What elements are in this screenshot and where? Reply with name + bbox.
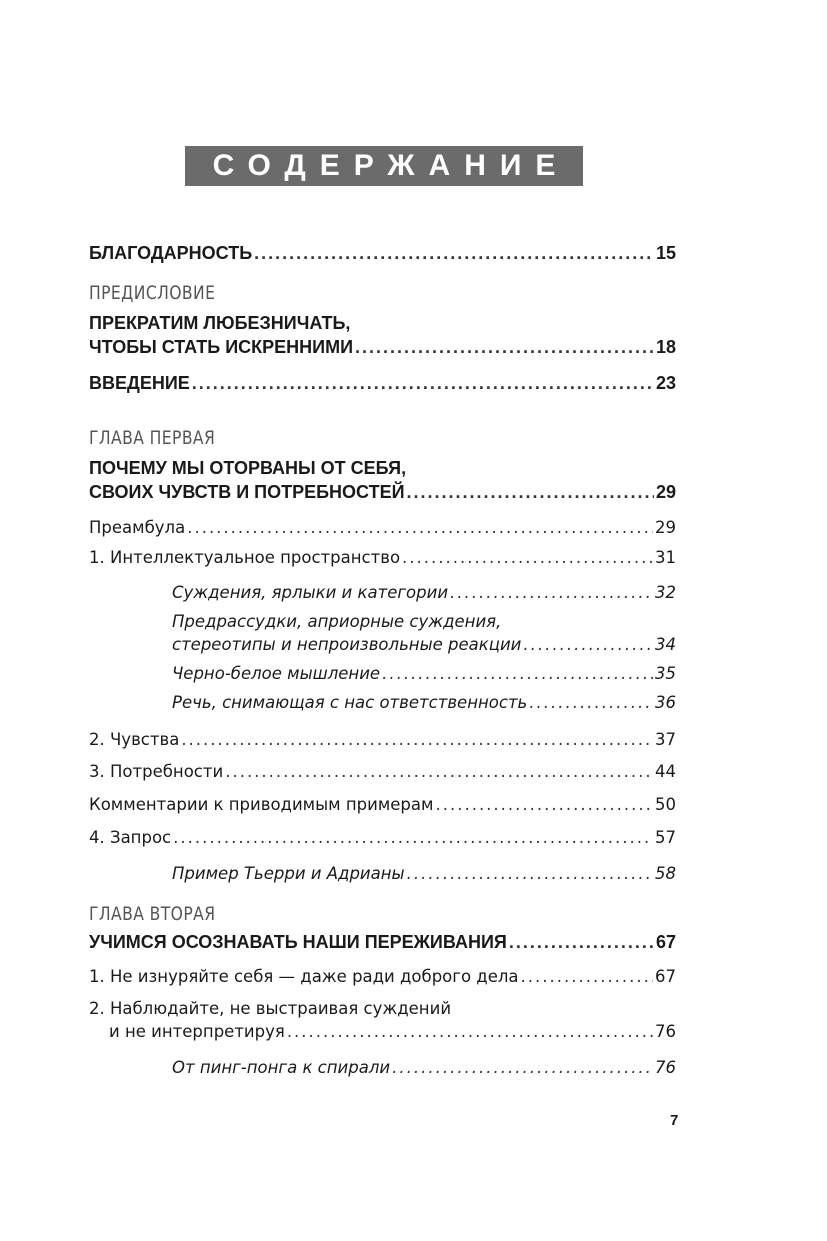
- toc-entry-exhaust[interactable]: [89, 966, 676, 988]
- entry-title: стереотипы и непроизвольные реакции: [172, 635, 522, 654]
- section-label-preface: ПРЕДИСЛОВИЕ: [89, 282, 216, 304]
- dot-leader: [225, 761, 653, 783]
- toc-entry-prejudice[interactable]: [172, 634, 676, 656]
- dot-leader: [407, 863, 653, 885]
- toc-entry-gratitude[interactable]: [89, 242, 676, 264]
- dot-leader: [355, 336, 654, 358]
- entry-page: 36: [655, 693, 676, 712]
- page-number: 7: [670, 1112, 679, 1129]
- entry-title: Комментарии к приводимым примерам: [89, 795, 434, 814]
- entry-title: Черно-белое мышление: [172, 664, 381, 683]
- entry-title: 4. Запрос: [89, 828, 172, 847]
- entry-title: От пинг-понга к спирали: [172, 1058, 391, 1077]
- entry-title-line: ПОЧЕМУ МЫ ОТОРВАНЫ ОТ СЕБЯ,: [89, 458, 407, 478]
- entry-page: 37: [655, 730, 676, 749]
- entry-page: 15: [655, 243, 676, 263]
- toc-entry-chapter-1[interactable]: [89, 481, 676, 503]
- entry-title: 2. Чувства: [89, 730, 180, 749]
- dot-leader: [450, 582, 653, 604]
- toc-entry-observe[interactable]: [109, 1021, 676, 1043]
- dot-leader: [192, 372, 654, 394]
- entry-page: 57: [655, 828, 676, 847]
- entry-title-line: 2. Наблюдайте, не выстраивая суждений: [89, 999, 452, 1018]
- entry-page: 50: [655, 795, 676, 814]
- entry-title: 3. Потребности: [89, 762, 224, 781]
- entry-title: Речь, снимающая с нас ответственность: [172, 693, 528, 712]
- page-title: СОДЕРЖАНИЕ: [185, 146, 583, 186]
- entry-title: УЧИМСЯ ОСОЗНАВАТЬ НАШИ ПЕРЕЖИВАНИЯ: [89, 932, 507, 952]
- entry-title: Суждения, ярлыки и категории: [172, 583, 449, 602]
- toc-entry-intro[interactable]: [89, 372, 676, 394]
- entry-title: ВВЕДЕНИЕ: [89, 373, 190, 393]
- entry-page: 34: [655, 635, 676, 654]
- entry-title: Преамбула: [89, 518, 186, 537]
- entry-page: 76: [655, 1058, 676, 1077]
- entry-title: БЛАГОДАРНОСТЬ: [89, 243, 253, 263]
- dot-leader: [254, 242, 654, 264]
- entry-title: ЧТОБЫ СТАТЬ ИСКРЕННИМИ: [89, 337, 354, 357]
- toc-entry-blackwhite[interactable]: [172, 663, 676, 685]
- dot-leader: [392, 1057, 653, 1079]
- entry-page: 76: [655, 1022, 676, 1041]
- dot-leader: [407, 481, 654, 503]
- dot-leader: [523, 634, 653, 656]
- dot-leader: [402, 547, 653, 569]
- entry-title-line: Предрассудки, априорные суждения,: [172, 612, 502, 631]
- toc-entry-judgments[interactable]: [172, 582, 676, 604]
- toc-entry-pingpong[interactable]: [172, 1057, 676, 1079]
- entry-title: СВОИХ ЧУВСТВ И ПОТРЕБНОСТЕЙ: [89, 482, 405, 502]
- dot-leader: [435, 794, 653, 816]
- toc-entry-speech[interactable]: [172, 692, 676, 714]
- entry-title-line: ПРЕКРАТИМ ЛЮБЕЗНИЧАТЬ,: [89, 313, 351, 333]
- dot-leader: [287, 1021, 653, 1043]
- toc-entry-preamble[interactable]: [89, 517, 676, 539]
- entry-page: 29: [655, 518, 676, 537]
- dot-leader: [181, 729, 653, 751]
- toc-entry-example[interactable]: [172, 863, 676, 885]
- entry-page: 29: [655, 482, 676, 502]
- dot-leader: [521, 966, 654, 988]
- dot-leader: [509, 931, 654, 953]
- toc-entry-needs[interactable]: [89, 761, 676, 783]
- entry-page: 35: [655, 664, 676, 683]
- toc-entry-chapter-2[interactable]: [89, 931, 676, 953]
- dot-leader: [382, 663, 653, 685]
- entry-title: 1. Не изнуряйте себя — даже ради доброго дела: [89, 967, 519, 986]
- dot-leader: [187, 517, 653, 539]
- toc-entry-intellectual[interactable]: [89, 547, 676, 569]
- entry-page: 44: [655, 762, 676, 781]
- entry-page: 18: [655, 337, 676, 357]
- chapter-label-1: ГЛАВА ПЕРВАЯ: [89, 427, 216, 449]
- toc-entry-preface[interactable]: [89, 336, 676, 358]
- entry-page: 58: [655, 864, 676, 883]
- entry-page: 23: [655, 373, 676, 393]
- entry-page: 32: [655, 583, 676, 602]
- entry-title: и не интерпретируя: [109, 1022, 285, 1041]
- chapter-label-2: ГЛАВА ВТОРАЯ: [89, 903, 216, 925]
- entry-title: 1. Интеллектуальное пространство: [89, 548, 401, 567]
- toc-entry-comments[interactable]: [89, 794, 676, 816]
- entry-page: 67: [655, 967, 676, 986]
- dot-leader: [173, 827, 653, 849]
- entry-page: 67: [655, 932, 676, 952]
- toc-entry-feelings[interactable]: [89, 729, 676, 751]
- entry-page: 31: [655, 548, 676, 567]
- dot-leader: [529, 692, 653, 714]
- entry-title: Пример Тьерри и Адрианы: [172, 864, 405, 883]
- toc-entry-request[interactable]: [89, 827, 676, 849]
